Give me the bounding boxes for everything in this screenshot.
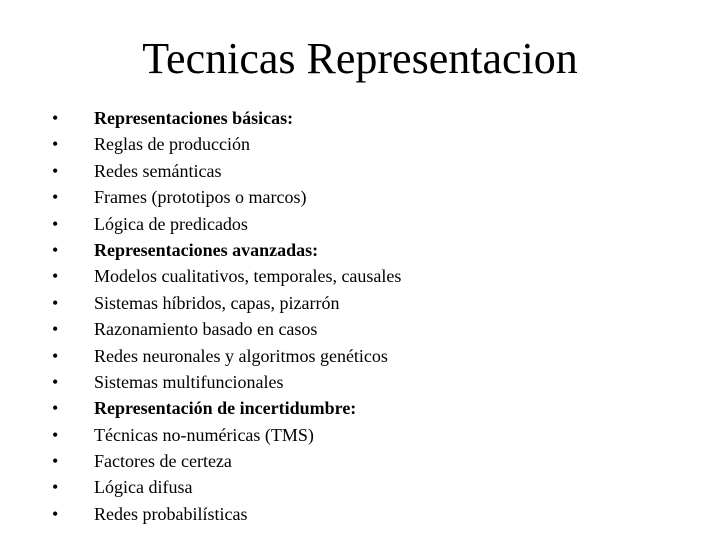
slide-title: Tecnicas Representacion [142,34,578,83]
list-item-text: Razonamiento basado en casos [94,319,318,340]
list-item-text: Representaciones básicas: [94,108,294,128]
bullet-icon: • [52,477,59,498]
bullet-icon: • [52,319,59,340]
list-item-text: Lógica de predicados [94,213,248,234]
bullet-icon: • [52,451,59,472]
list-item-text: Representaciones avanzadas: [94,239,319,260]
list-item-text: Técnicas no-numéricas (TMS) [94,424,314,445]
list-item-text: Reglas de producción [94,134,250,155]
bullet-icon: • [52,134,59,155]
bullet-icon: • [52,398,59,419]
bullet-icon: • [52,266,59,287]
bullet-icon: • [52,424,59,445]
bullet-icon: • [52,213,59,234]
list-item-text: Redes probabilísticas [94,503,248,524]
list-item-text: Sistemas híbridos, capas, pizarrón [94,292,340,313]
list-item-text: Sistemas multifuncionales [94,371,284,392]
list-item-text: Redes neuronales y algoritmos genéticos [94,345,388,366]
bullet-icon: • [52,371,59,392]
list-item-text: Lógica difusa [94,477,193,498]
list-item-text: Modelos cualitativos, temporales, causales [94,266,402,287]
bullet-icon: • [52,292,59,313]
bullet-icon: • [52,160,59,181]
bullet-icon: • [52,187,59,208]
bullet-icon: • [52,503,59,524]
list-item-text: Redes semánticas [94,160,222,181]
list-item-text: Factores de certeza [94,451,232,472]
bullet-icon: • [52,108,59,128]
list-item-text: Representación de incertidumbre: [94,398,357,419]
bullet-icon: • [52,239,59,260]
bullet-icon: • [52,345,59,366]
list-item-text: Frames (prototipos o marcos) [94,187,307,208]
